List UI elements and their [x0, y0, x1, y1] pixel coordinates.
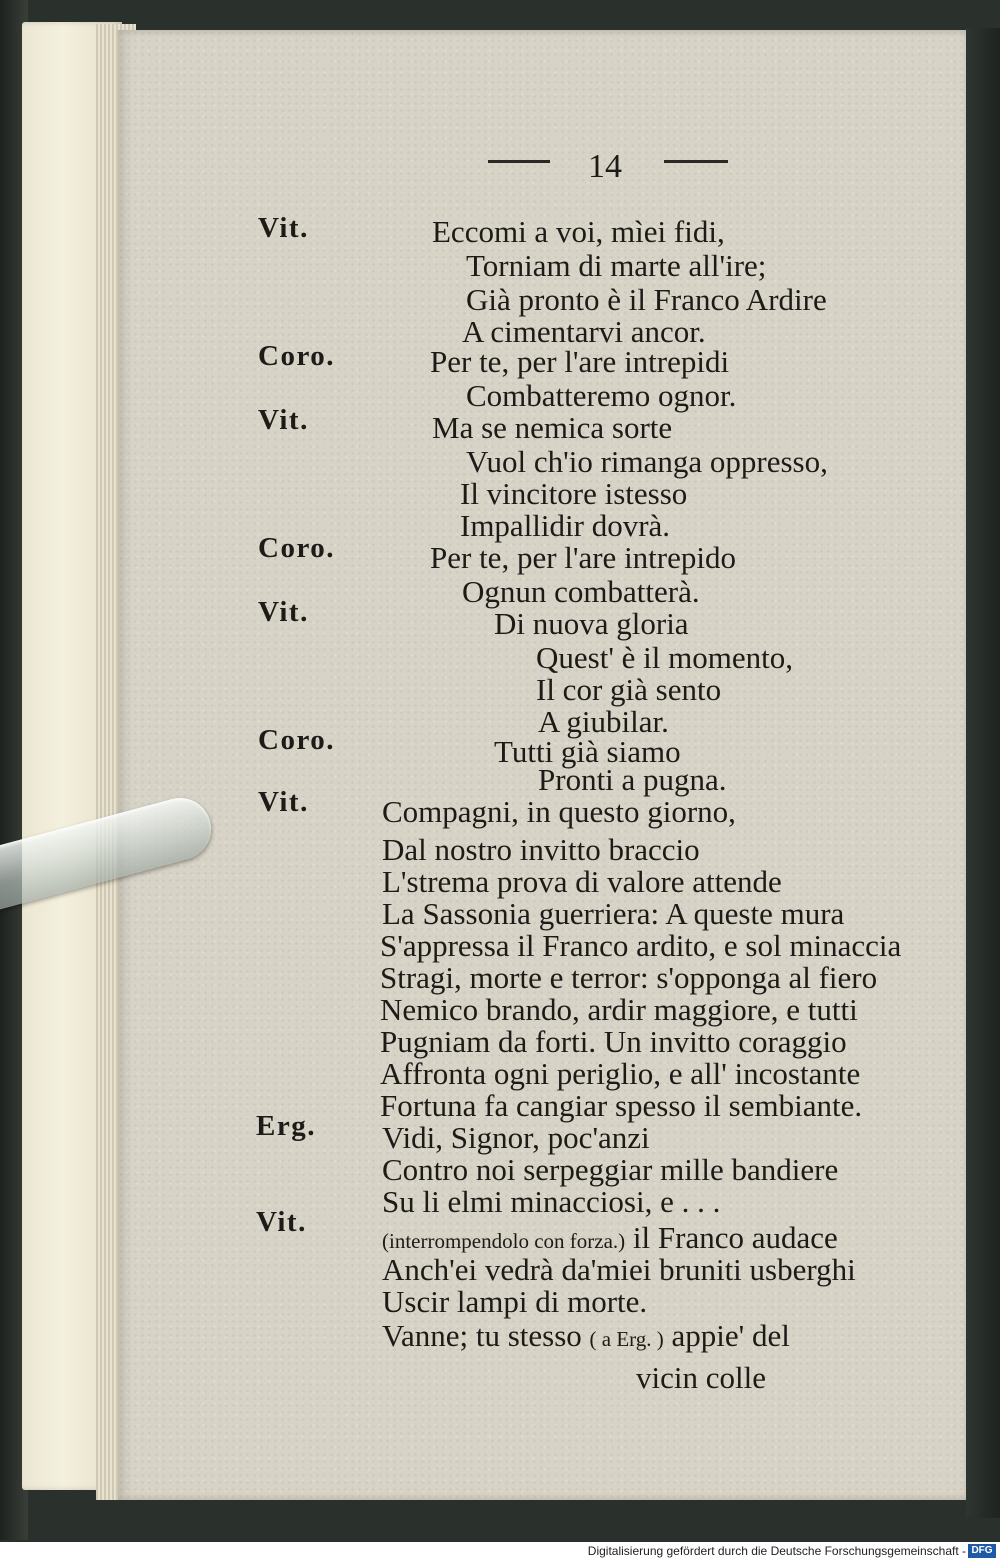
verse-line: vicin colle	[636, 1360, 766, 1395]
header-rule-left	[488, 160, 550, 163]
verse-line: Nemico brando, ardir maggiore, e tutti	[380, 992, 858, 1027]
verse-line: Pugniam da forti. Un invitto coraggio	[380, 1024, 847, 1059]
verse-line: A cimentarvi ancor.	[462, 314, 706, 349]
speaker-label: Coro.	[258, 340, 336, 372]
verse-line: Compagni, in questo giorno,	[382, 794, 736, 829]
verse-line: Affronta ogni periglio, e all' incostante	[380, 1056, 861, 1091]
verse-line: Vuol ch'io rimanga oppresso,	[466, 444, 828, 479]
verse-line: Contro noi serpeggiar mille bandiere	[382, 1152, 839, 1187]
verse-line: Dal nostro invitto braccio	[382, 832, 700, 867]
verse-line: Impallidir dovrà.	[460, 508, 671, 543]
stage-direction: ( a Erg. )	[589, 1327, 664, 1351]
verse-line: Quest' è il momento,	[536, 640, 793, 675]
speaker-label: Vit.	[258, 404, 309, 436]
verse-line: Per te, per l'are intrepidi	[430, 344, 730, 379]
verse-line: Torniam di marte all'ire;	[466, 248, 767, 283]
verse-line: A giubilar.	[538, 704, 669, 739]
speaker-label: Coro.	[258, 532, 336, 564]
verse-line: Già pronto è il Franco Ardire	[466, 282, 827, 317]
verse-line: S'appressa il Franco ardito, e sol minaccia	[380, 928, 902, 963]
verse-line: Il cor già sento	[536, 672, 722, 707]
book-edge-right	[966, 28, 1000, 1518]
header-rule-right	[664, 160, 728, 163]
verse-line: La Sassonia guerriera: A queste mura	[382, 896, 845, 931]
verse-line: Per te, per l'are intrepido	[430, 540, 736, 575]
stage-direction: (interrompendolo con forza.)	[382, 1229, 626, 1253]
verse-line	[382, 1222, 838, 1253]
verse-line: Combatteremo ognor.	[466, 378, 737, 413]
speaker-label: Vit.	[256, 1206, 307, 1238]
speaker-label: Coro.	[258, 724, 336, 756]
verse-line: Su li elmi minacciosi, e . . .	[382, 1184, 721, 1219]
digitization-credit: Digitalisierung gefördert durch die Deutsche Forschungsgemeinschaft -	[587, 1544, 966, 1558]
verse-line: Ma se nemica sorte	[432, 410, 673, 445]
verse-line: Fortuna fa cangiar spesso il sembiante.	[380, 1088, 863, 1123]
speaker-label: Erg.	[256, 1110, 316, 1142]
verse-line: Eccomi a voi, mìei fidi,	[432, 214, 725, 249]
speaker-label: Vit.	[258, 596, 309, 628]
verse-line: Tutti già siamo	[494, 734, 681, 769]
verse-line: Di nuova gloria	[494, 606, 689, 641]
verse-line: Anch'ei vedrà da'miei bruniti usberghi	[382, 1252, 856, 1287]
speaker-label: Vit.	[258, 786, 309, 818]
verse-fragment: Vanne; tu stesso	[382, 1318, 582, 1353]
verse-line: Uscir lampi di morte.	[382, 1284, 648, 1319]
verse-fragment: il Franco audace	[632, 1220, 838, 1255]
verse-line: L'strema prova di valore attende	[382, 864, 782, 899]
page-number: 14	[588, 148, 622, 185]
verse-line: Vidi, Signor, poc'anzi	[382, 1120, 650, 1155]
verse-line	[382, 1320, 790, 1351]
dfg-logo: DFG	[968, 1544, 996, 1558]
verse-line: Stragi, morte e terror: s'opponga al fiero	[380, 960, 878, 995]
verse-fragment: appie' del	[671, 1318, 790, 1353]
verse-line: Il vincitore istesso	[460, 476, 688, 511]
verse-line: Ognun combatterà.	[462, 574, 700, 609]
verse-line: Pronti a pugna.	[538, 762, 727, 797]
speaker-label: Vit.	[258, 212, 309, 244]
